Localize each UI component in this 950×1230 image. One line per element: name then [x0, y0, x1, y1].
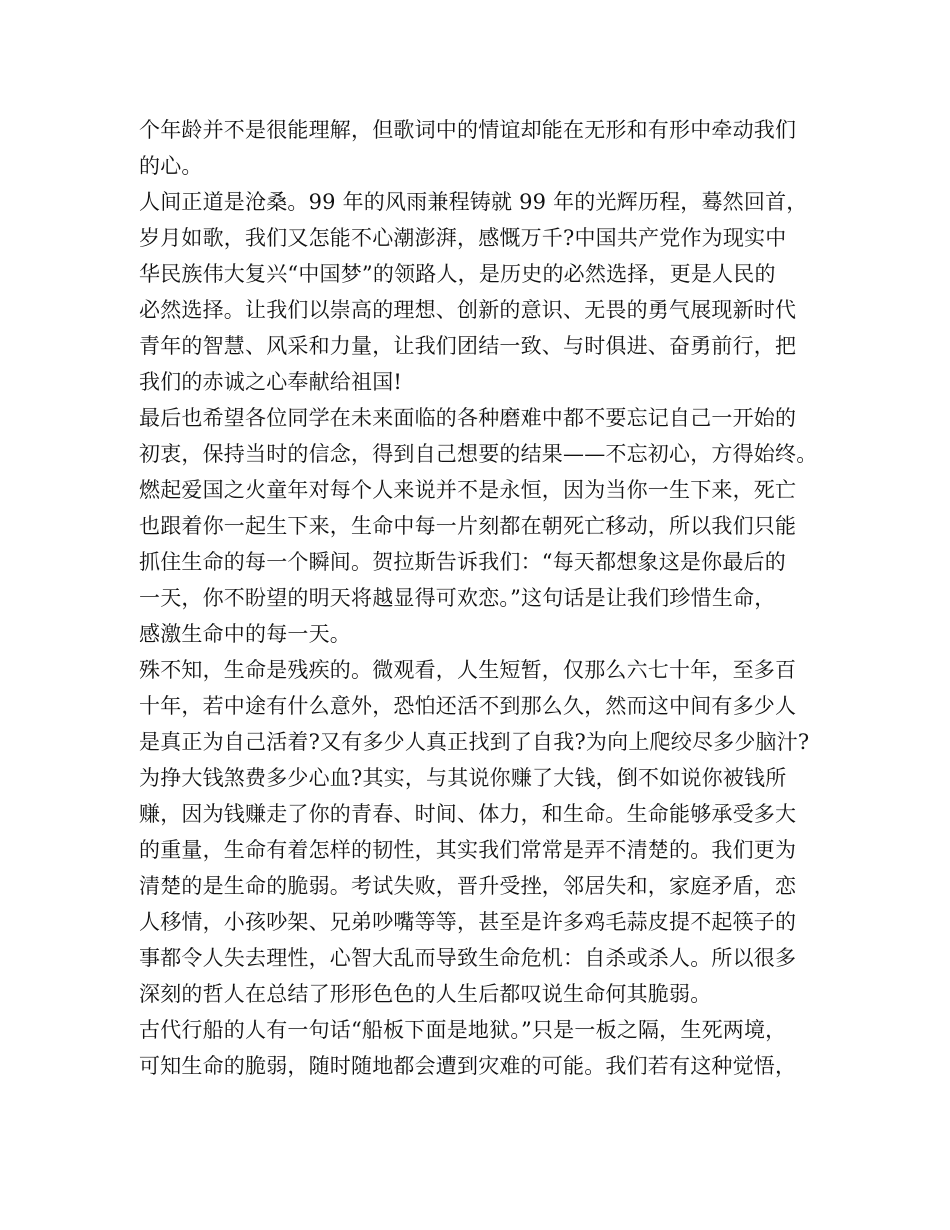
text-line: 必然选择。让我们以崇高的理想、创新的意识、无畏的勇气展现新时代: [139, 298, 797, 322]
text-line: 殊不知，生命是残疾的。微观看，人生短暂，仅那么六七十年，至多百: [139, 658, 797, 682]
text-line: 深刻的哲人在总结了形形色色的人生后都叹说生命何其脆弱。: [139, 982, 712, 1006]
text-line: 抓住生命的每一个瞬间。贺拉斯告诉我们：“每天都想象这是你最后的: [139, 550, 786, 574]
text-line: 可知生命的脆弱，随时随地都会遭到灾难的可能。我们若有这种觉悟，: [139, 1054, 797, 1078]
text-line: 一天，你不盼望的明天将越显得可欢恋。”这句话是让我们珍惜生命，: [139, 586, 776, 610]
text-line: 初衷，保持当时的信念，得到自己想要的结果——不忘初心，方得始终。: [139, 442, 818, 466]
text-line: 的重量，生命有着怎样的韧性，其实我们常常是弄不清楚的。我们更为: [139, 838, 797, 862]
text-line: 岁月如歌，我们又怎能不心潮澎湃，感慨万千?中国共产党作为现实中: [139, 226, 787, 250]
text-line: 为挣大钱煞费多少心血?其实，与其说你赚了大钱，倒不如说你被钱所: [139, 766, 787, 790]
body-text: [139, 112, 839, 1084]
text-line: 华民族伟大复兴“中国梦”的领路人，是历史的必然选择，更是人民的: [139, 262, 776, 286]
text-line: 最后也希望各位同学在未来面临的各种磨难中都不要忘记自己一开始的: [139, 406, 797, 430]
text-line: 燃起爱国之火童年对每个人来说并不是永恒，因为当你一生下来，死亡: [139, 478, 797, 502]
text-line: 清楚的是生命的脆弱。考试失败，晋升受挫，邻居失和，家庭矛盾，恋: [139, 874, 797, 898]
text-line: 赚，因为钱赚走了你的青春、时间、体力，和生命。生命能够承受多大: [139, 802, 797, 826]
text-line: 古代行船的人有一句话“船板下面是地狱。”只是一板之隔，生死两境，: [139, 1018, 787, 1042]
text-line: 也跟着你一起生下来，生命中每一片刻都在朝死亡移动，所以我们只能: [139, 514, 797, 538]
text-line: 感激生命中的每一天。: [139, 622, 351, 646]
text-line: 事都令人失去理性，心智大乱而导致生命危机：自杀或杀人。所以很多: [139, 946, 797, 970]
text-line: 我们的赤诚之心奉献给祖国!: [139, 370, 403, 394]
text-line: 十年，若中途有什么意外，恐怕还活不到那么久，然而这中间有多少人: [139, 694, 797, 718]
text-line: 人移情，小孩吵架、兄弟吵嘴等等，甚至是许多鸡毛蒜皮提不起筷子的: [139, 910, 797, 934]
text-line: 是真正为自己活着?又有多少人真正找到了自我?为向上爬绞尽多少脑汁?: [139, 730, 810, 754]
text-line: 的心。: [139, 154, 203, 178]
text-line: 青年的智慧、风采和力量，让我们团结一致、与时俱进、奋勇前行，把: [139, 334, 797, 358]
text-line: 个年龄并不是很能理解，但歌词中的情谊却能在无形和有形中牵动我们: [139, 118, 797, 142]
text-line: 人间正道是沧桑。99 年的风雨兼程铸就 99 年的光辉历程，蓦然回首，: [139, 190, 808, 214]
